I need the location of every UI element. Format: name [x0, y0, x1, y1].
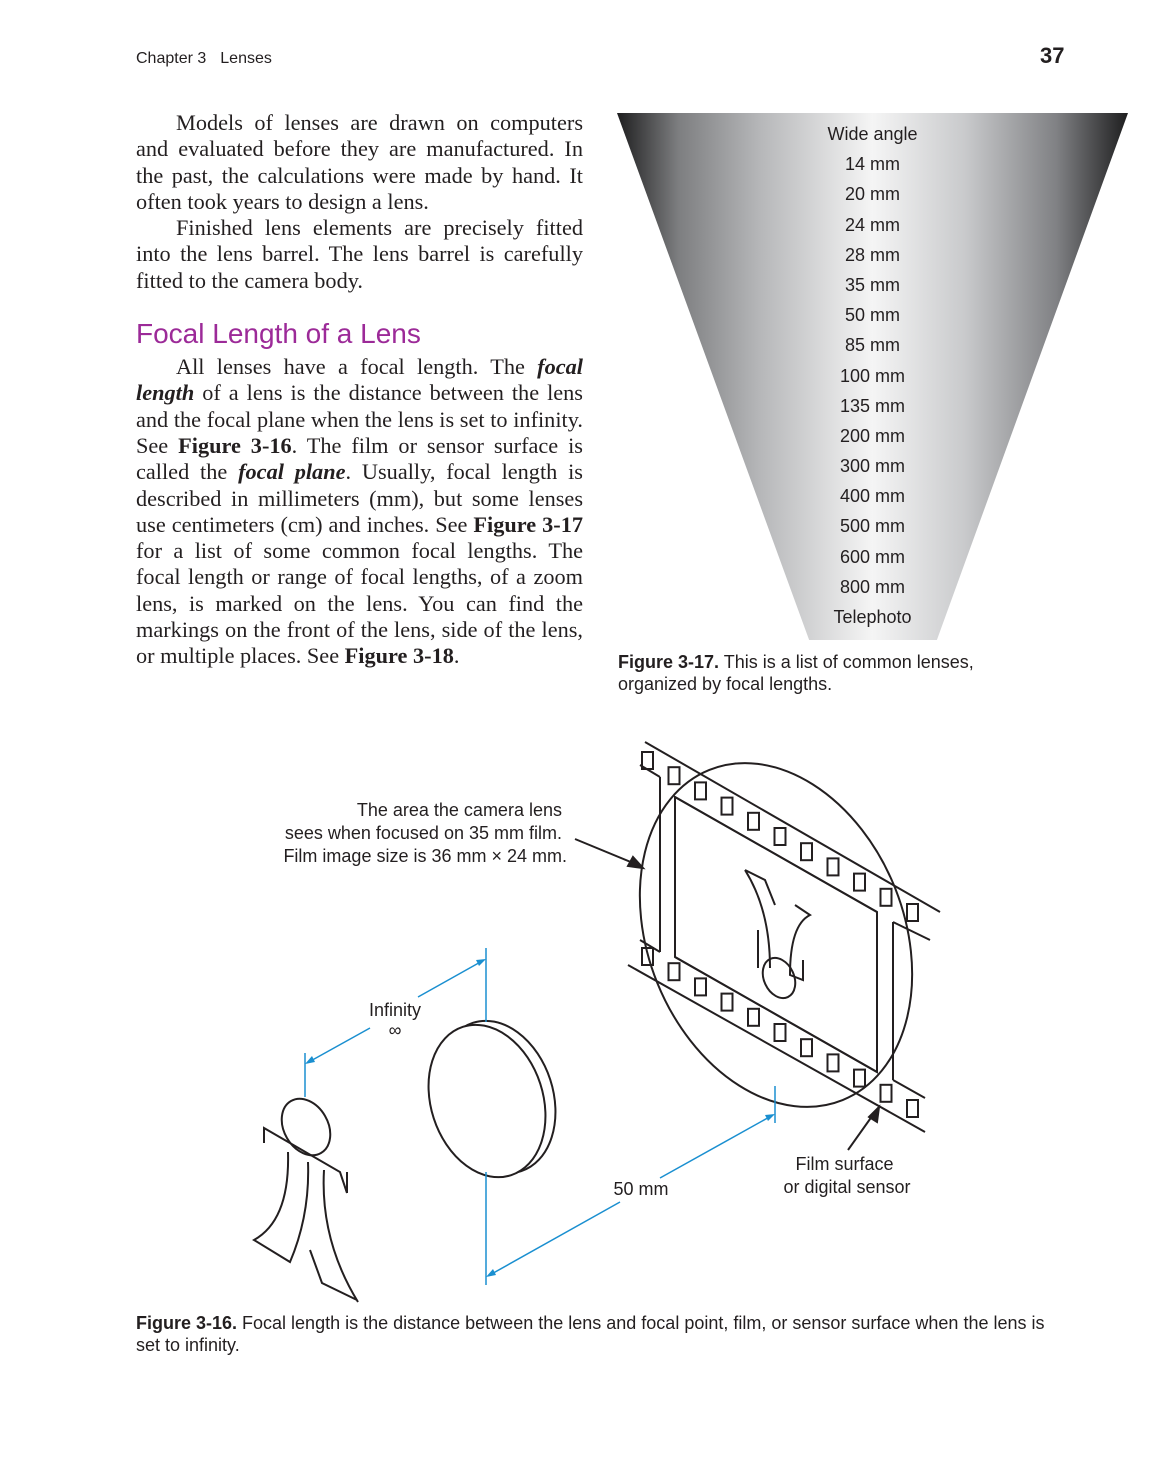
caption-text: This is a list of common lenses, organized by focal lengths.	[618, 652, 974, 694]
caption-text: Focal length is the distance between the lens and focal point, film, or sensor surface when the lens is set to infinity.	[136, 1313, 1045, 1355]
focal-length-item: 24 mm	[844, 214, 900, 235]
sprocket-hole	[854, 1070, 865, 1087]
focal-length-item: 28 mm	[844, 244, 900, 265]
sprocket-hole	[881, 889, 892, 906]
focal-length-item: 14 mm	[844, 154, 900, 175]
focal-length-item: 20 mm	[844, 184, 900, 205]
infinity-label: Infinity	[368, 1000, 422, 1020]
sensor-label: Film surface or digital sensor	[783, 1154, 911, 1197]
text-run: for a list of some common focal lengths. The focal length or range of focal lengths, of a zoom lens, is marked on the lens. You can find the markings on the front of the lens, side of the lens, or multiple places. See	[136, 538, 583, 669]
term: focal plane	[238, 459, 346, 485]
paragraph: Finished lens elements are precisely fitted into the lens barrel. The lens barrel is carefully fitted to the camera body.	[136, 215, 583, 293]
focal-length-item: 300 mm	[839, 456, 906, 477]
sprocket-hole	[828, 858, 839, 875]
section-heading: Focal Length of a Lens	[136, 318, 421, 350]
text-run: .	[453, 643, 460, 669]
chapter-label: Chapter 3	[136, 50, 207, 67]
section-label: Lenses	[220, 50, 272, 67]
focal-length-item: 35 mm	[844, 274, 900, 295]
sprocket-hole	[669, 963, 680, 980]
film-strip	[628, 742, 940, 1132]
sprocket-hole	[854, 874, 865, 891]
caption-label: Figure 3-16.	[136, 1313, 238, 1333]
sprocket-hole	[748, 1009, 759, 1026]
text-run: . The film or sensor surface is called the	[136, 432, 583, 485]
sprocket-hole	[907, 904, 918, 921]
focal-length-item: 50 mm	[844, 305, 900, 326]
area-label: The area the camera lens sees when focused on 35 mm film. Film image size is 36 mm × 24 mm.	[283, 800, 567, 866]
focal-length-item: 200 mm	[839, 425, 906, 446]
infinity-symbol: ∞	[388, 1020, 402, 1040]
focal-length-item: 85 mm	[844, 335, 900, 356]
text-run: All lenses have a focal length. The	[176, 354, 538, 380]
sprocket-hole	[695, 978, 706, 995]
sprocket-hole	[828, 1054, 839, 1071]
sprocket-hole	[695, 782, 706, 799]
figure-3-16-caption	[136, 1312, 1046, 1356]
sprocket-hole	[801, 1039, 812, 1056]
figure-reference: Figure 3-17	[473, 511, 583, 537]
figure-reference: Figure 3-18	[344, 643, 454, 669]
sprocket-hole	[907, 1100, 918, 1117]
sprocket-hole	[881, 1085, 892, 1102]
focal-length-item: 500 mm	[839, 516, 906, 537]
figure-reference: Figure 3-16	[178, 432, 292, 458]
sprocket-hole	[748, 813, 759, 830]
field-of-view-ellipse	[591, 722, 962, 1148]
distance-label: 50 mm	[613, 1179, 669, 1199]
text-run: . Usually, focal length is described in millimeters (mm), but some lenses use centimeters (cm) and inches. See	[136, 459, 583, 537]
lens	[410, 1006, 575, 1193]
focal-length-item: Wide angle	[827, 124, 918, 144]
caption-label: Figure 3-17.	[618, 652, 720, 672]
page-number: 37	[1040, 43, 1065, 68]
focal-length-item: Telephoto	[833, 607, 912, 627]
sprocket-hole	[801, 843, 812, 860]
inverted-image	[745, 870, 810, 1003]
focal-length-item: 135 mm	[839, 395, 906, 416]
focal-length-item: 100 mm	[839, 365, 906, 386]
person-subject	[254, 1090, 358, 1302]
term: focal length	[136, 354, 583, 406]
sprocket-hole	[775, 1024, 786, 1041]
focal-length-item: 800 mm	[839, 576, 906, 597]
sprocket-hole	[669, 767, 680, 784]
sprocket-hole	[722, 994, 733, 1011]
text-run: of a lens is the distance between the lens and the focal plane when the lens is set to infinity. See	[136, 380, 583, 458]
focal-length-item: 400 mm	[839, 486, 906, 507]
paragraph: Models of lenses are drawn on computers and evaluated before they are manufactured. In the past, the calculations were made by hand. It often took years to design a lens.	[136, 110, 583, 214]
sprocket-hole	[722, 798, 733, 815]
sprocket-hole	[775, 828, 786, 845]
focal-length-item: 600 mm	[839, 546, 906, 567]
